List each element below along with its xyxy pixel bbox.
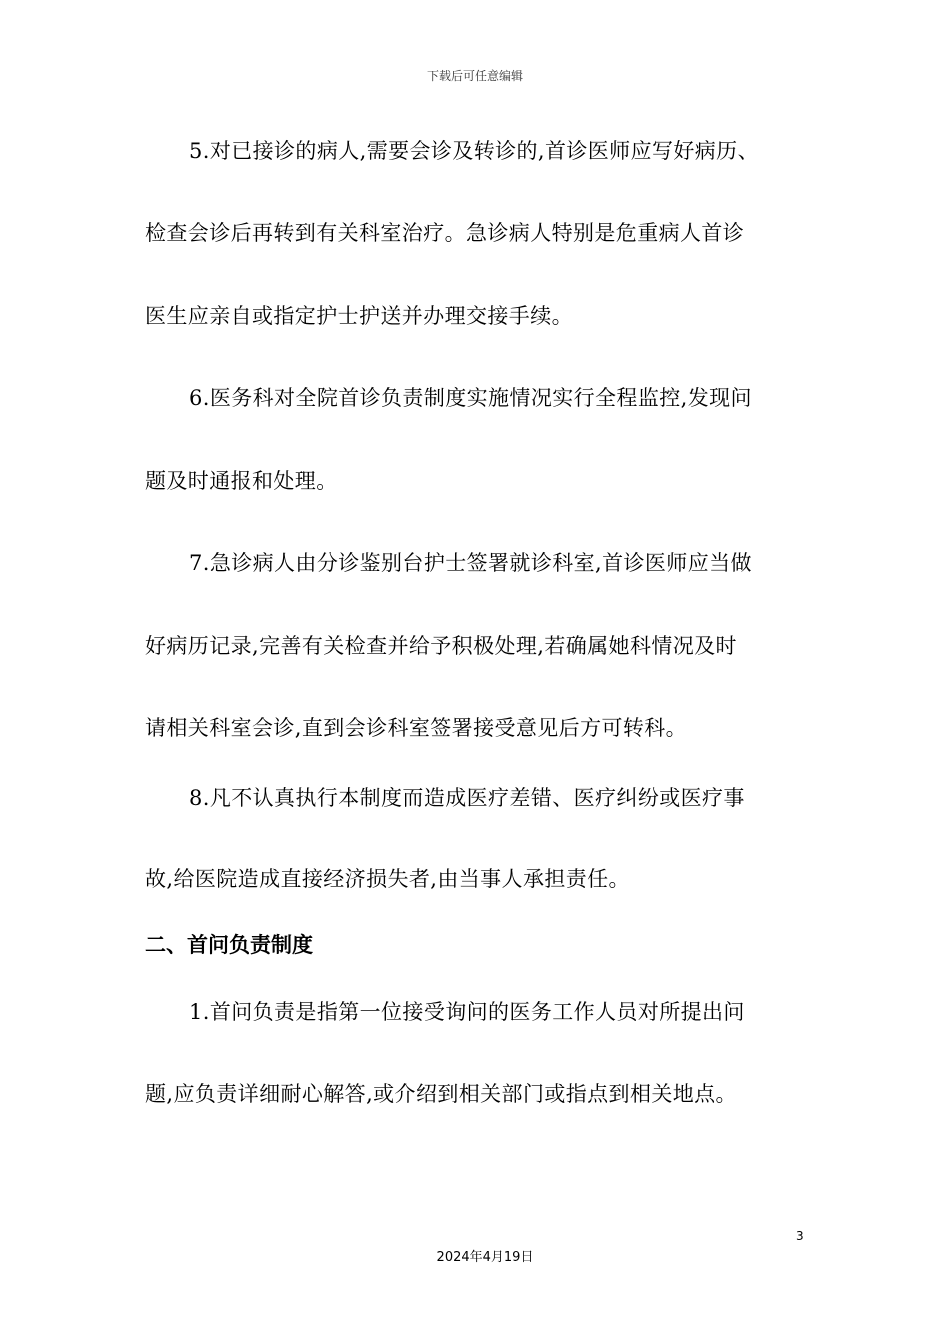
paragraph-line: 故,给医院造成直接经济损失者,由当事人承担责任。 bbox=[145, 867, 630, 891]
page-number: 3 bbox=[796, 1229, 804, 1243]
paragraph-line: 8.凡不认真执行本制度而造成医疗差错、医疗纠纷或医疗事 bbox=[189, 786, 745, 810]
paragraph-line: 1.首问负责是指第一位接受询问的医务工作人员对所提出问 bbox=[189, 1000, 745, 1024]
paragraph-line: 题,应负责详细耐心解答,或介绍到相关部门或指点到相关地点。 bbox=[145, 1082, 737, 1106]
paragraph-line: 医生应亲自或指定护士护送并办理交接手续。 bbox=[145, 304, 573, 328]
section-heading: 二、首问负责制度 bbox=[145, 933, 313, 957]
header-note: 下载后可任意编辑 bbox=[426, 69, 523, 83]
paragraph-line: 5.对已接诊的病人,需要会诊及转诊的,首诊医师应写好病历、 bbox=[189, 139, 759, 163]
paragraph-line: 好病历记录,完善有关检查并给予积极处理,若确属她科情况及时 bbox=[145, 634, 737, 658]
paragraph-line: 6.医务科对全院首诊负责制度实施情况实行全程监控,发现问 bbox=[189, 386, 752, 410]
paragraph-line: 7.急诊病人由分诊鉴别台护士签署就诊科室,首诊医师应当做 bbox=[189, 551, 752, 575]
footer-date: 2024年4月19日 bbox=[436, 1250, 534, 1265]
paragraph-line: 请相关科室会诊,直到会诊科室签署接受意见后方可转科。 bbox=[145, 716, 688, 740]
paragraph-line: 检查会诊后再转到有关科室治疗。急诊病人特别是危重病人首诊 bbox=[145, 221, 745, 245]
paragraph-line: 题及时通报和处理。 bbox=[145, 469, 338, 493]
